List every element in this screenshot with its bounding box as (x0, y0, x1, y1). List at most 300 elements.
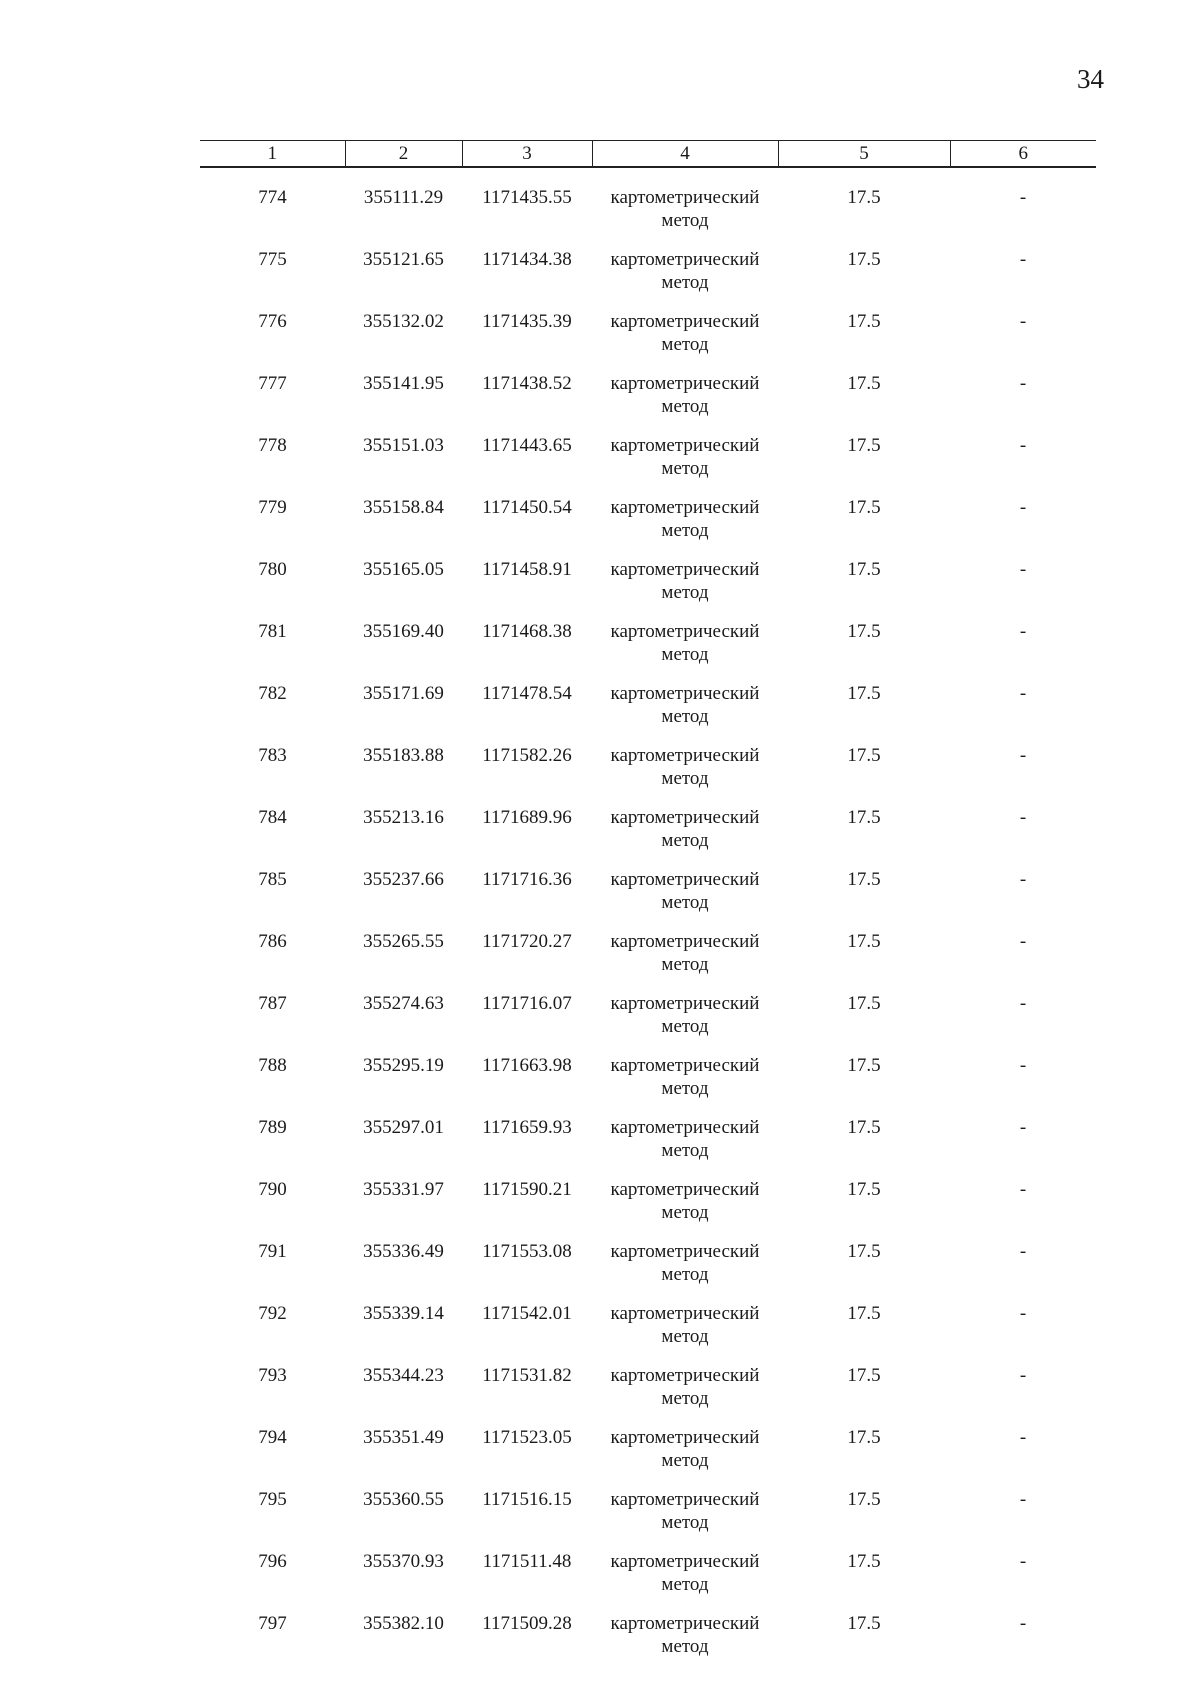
note-cell-text: - (1019, 1365, 1027, 1386)
table-row (200, 542, 1096, 604)
accuracy-cell (778, 914, 950, 976)
point-number-cell (200, 1410, 345, 1472)
x-coordinate-cell (345, 1348, 462, 1410)
accuracy-cell-text: 17.5 (847, 187, 881, 208)
table-row (200, 294, 1096, 356)
note-cell-text: - (1019, 1179, 1027, 1200)
x-coordinate-cell-text: 355336.49 (363, 1241, 444, 1262)
point-number-cell-text: 793 (258, 1365, 287, 1386)
table-row (200, 1224, 1096, 1286)
point-number-cell-text: 784 (258, 807, 287, 828)
column-header-3: 3 (462, 141, 592, 168)
x-coordinate-cell-text: 355111.29 (363, 187, 444, 208)
method-line-2: метод (661, 1140, 709, 1161)
y-coordinate-cell-text: 1171516.15 (482, 1489, 572, 1510)
y-coordinate-cell-text: 1171659.93 (482, 1117, 572, 1138)
method-line-1: картометрический (610, 1613, 760, 1634)
point-number-cell (200, 1596, 345, 1658)
method-cell (592, 790, 778, 852)
x-coordinate-cell-text: 355141.95 (363, 373, 444, 394)
note-cell-text: - (1019, 1427, 1027, 1448)
method-line-1: картометрический (610, 1365, 760, 1386)
note-cell-text: - (1019, 931, 1027, 952)
note-cell-text: - (1019, 621, 1027, 642)
method-cell (592, 914, 778, 976)
point-number-cell-text: 775 (258, 249, 287, 270)
accuracy-cell-text: 17.5 (847, 249, 881, 270)
y-coordinate-cell-text: 1171582.26 (482, 745, 572, 766)
method-line-2: метод (661, 582, 709, 603)
method-line-2: метод (661, 1264, 709, 1285)
method-line-2: метод (661, 1636, 709, 1657)
note-cell (950, 1534, 1096, 1596)
point-number-cell (200, 1286, 345, 1348)
method-line-2: метод (661, 1326, 709, 1347)
accuracy-cell (778, 356, 950, 418)
method-text (592, 542, 778, 604)
note-cell-text: - (1019, 993, 1027, 1014)
method-line-1: картометрический (610, 1489, 760, 1510)
y-coordinate-cell (462, 852, 592, 914)
table-row (200, 914, 1096, 976)
method-cell (592, 232, 778, 294)
table-row (200, 356, 1096, 418)
y-coordinate-cell-text: 1171716.36 (482, 869, 572, 890)
y-coordinate-cell (462, 418, 592, 480)
method-cell (592, 480, 778, 542)
note-cell (950, 480, 1096, 542)
accuracy-cell (778, 1100, 950, 1162)
x-coordinate-cell-text: 355158.84 (363, 497, 444, 518)
point-number-cell-text: 788 (258, 1055, 287, 1076)
note-cell (950, 232, 1096, 294)
x-coordinate-cell-text: 355151.03 (363, 435, 444, 456)
method-text (592, 1596, 778, 1658)
column-header-5: 5 (778, 141, 950, 168)
column-header-4: 4 (592, 141, 778, 168)
method-cell (592, 976, 778, 1038)
y-coordinate-cell (462, 167, 592, 232)
x-coordinate-cell (345, 1410, 462, 1472)
x-coordinate-cell-text: 355339.14 (363, 1303, 444, 1324)
note-cell (950, 1348, 1096, 1410)
point-number-cell-text: 779 (258, 497, 287, 518)
note-cell (950, 1038, 1096, 1100)
y-coordinate-cell (462, 1410, 592, 1472)
accuracy-cell (778, 418, 950, 480)
accuracy-cell (778, 1596, 950, 1658)
y-coordinate-cell-text: 1171663.98 (482, 1055, 572, 1076)
table-row (200, 976, 1096, 1038)
accuracy-cell-text: 17.5 (847, 1241, 881, 1262)
accuracy-cell (778, 167, 950, 232)
x-coordinate-cell (345, 1162, 462, 1224)
method-line-1: картометрический (610, 1427, 760, 1448)
table-row (200, 1286, 1096, 1348)
y-coordinate-cell-text: 1171542.01 (482, 1303, 572, 1324)
method-text (592, 1410, 778, 1472)
x-coordinate-cell (345, 418, 462, 480)
y-coordinate-cell-text: 1171531.82 (482, 1365, 572, 1386)
y-coordinate-cell (462, 1534, 592, 1596)
note-cell (950, 1162, 1096, 1224)
point-number-cell (200, 480, 345, 542)
x-coordinate-cell-text: 355165.05 (363, 559, 444, 580)
y-coordinate-cell-text: 1171443.65 (482, 435, 572, 456)
y-coordinate-cell (462, 356, 592, 418)
point-number-cell-text: 789 (258, 1117, 287, 1138)
x-coordinate-cell (345, 1100, 462, 1162)
note-cell-text: - (1019, 497, 1027, 518)
method-line-2: метод (661, 644, 709, 665)
y-coordinate-cell-text: 1171716.07 (482, 993, 572, 1014)
column-header-2: 2 (345, 141, 462, 168)
table-row (200, 167, 1096, 232)
point-number-cell (200, 1038, 345, 1100)
note-cell (950, 542, 1096, 604)
accuracy-cell-text: 17.5 (847, 807, 881, 828)
table-row (200, 790, 1096, 852)
accuracy-cell-text: 17.5 (847, 1489, 881, 1510)
accuracy-cell (778, 1534, 950, 1596)
table-header (200, 141, 1096, 168)
method-cell (592, 1038, 778, 1100)
method-cell (592, 1224, 778, 1286)
method-line-1: картометрический (610, 621, 760, 642)
method-text (592, 1224, 778, 1286)
note-cell-text: - (1019, 1551, 1027, 1572)
table-row (200, 728, 1096, 790)
method-line-1: картометрический (610, 435, 760, 456)
y-coordinate-cell-text: 1171435.55 (482, 187, 572, 208)
accuracy-cell-text: 17.5 (847, 1179, 881, 1200)
method-line-2: метод (661, 1016, 709, 1037)
method-line-1: картометрический (610, 1117, 760, 1138)
point-number-cell-text: 790 (258, 1179, 287, 1200)
note-cell (950, 666, 1096, 728)
x-coordinate-cell-text: 355331.97 (363, 1179, 444, 1200)
accuracy-cell-text: 17.5 (847, 1117, 881, 1138)
point-number-cell-text: 796 (258, 1551, 287, 1572)
method-line-1: картометрический (610, 497, 760, 518)
table-row (200, 1162, 1096, 1224)
y-coordinate-cell (462, 1286, 592, 1348)
point-number-cell (200, 728, 345, 790)
point-number-cell (200, 1348, 345, 1410)
y-coordinate-cell (462, 542, 592, 604)
y-coordinate-cell (462, 728, 592, 790)
table-row (200, 480, 1096, 542)
accuracy-cell (778, 852, 950, 914)
note-cell-text: - (1019, 869, 1027, 890)
table-row (200, 1596, 1096, 1658)
x-coordinate-cell-text: 355183.88 (363, 745, 444, 766)
x-coordinate-cell (345, 1472, 462, 1534)
x-coordinate-cell (345, 790, 462, 852)
method-line-1: картометрический (610, 869, 760, 890)
y-coordinate-cell-text: 1171438.52 (482, 373, 572, 394)
x-coordinate-cell (345, 666, 462, 728)
method-text (592, 1286, 778, 1348)
note-cell (950, 728, 1096, 790)
x-coordinate-cell-text: 355169.40 (363, 621, 444, 642)
y-coordinate-cell (462, 294, 592, 356)
x-coordinate-cell (345, 542, 462, 604)
x-coordinate-cell (345, 976, 462, 1038)
x-coordinate-cell (345, 852, 462, 914)
y-coordinate-cell (462, 790, 592, 852)
accuracy-cell (778, 1286, 950, 1348)
accuracy-cell (778, 1162, 950, 1224)
accuracy-cell-text: 17.5 (847, 931, 881, 952)
note-cell-text: - (1019, 1613, 1027, 1634)
note-cell-text: - (1019, 435, 1027, 456)
point-number-cell-text: 794 (258, 1427, 287, 1448)
accuracy-cell-text: 17.5 (847, 559, 881, 580)
x-coordinate-cell (345, 604, 462, 666)
y-coordinate-cell-text: 1171450.54 (482, 497, 572, 518)
method-text (592, 1100, 778, 1162)
note-cell (950, 1224, 1096, 1286)
point-number-cell (200, 1162, 345, 1224)
method-line-1: картометрический (610, 187, 760, 208)
y-coordinate-cell (462, 1038, 592, 1100)
note-cell-text: - (1019, 373, 1027, 394)
header-row (200, 141, 1096, 168)
accuracy-cell (778, 1348, 950, 1410)
y-coordinate-cell (462, 1472, 592, 1534)
point-number-cell (200, 1472, 345, 1534)
table-row (200, 1348, 1096, 1410)
column-header-6: 6 (950, 141, 1096, 168)
accuracy-cell-text: 17.5 (847, 435, 881, 456)
method-line-2: метод (661, 1512, 709, 1533)
point-number-cell-text: 791 (258, 1241, 287, 1262)
y-coordinate-cell-text: 1171434.38 (482, 249, 572, 270)
point-number-cell-text: 787 (258, 993, 287, 1014)
note-cell-text: - (1019, 187, 1027, 208)
point-number-cell-text: 786 (258, 931, 287, 952)
method-line-2: метод (661, 954, 709, 975)
method-cell (592, 167, 778, 232)
point-number-cell-text: 783 (258, 745, 287, 766)
point-number-cell (200, 356, 345, 418)
accuracy-cell-text: 17.5 (847, 869, 881, 890)
column-header-1: 1 (200, 141, 345, 168)
method-text (592, 604, 778, 666)
method-line-2: метод (661, 458, 709, 479)
method-text (592, 852, 778, 914)
note-cell (950, 1472, 1096, 1534)
method-cell (592, 356, 778, 418)
accuracy-cell-text: 17.5 (847, 1551, 881, 1572)
table-row (200, 1410, 1096, 1472)
x-coordinate-cell-text: 355132.02 (363, 311, 444, 332)
note-cell-text: - (1019, 745, 1027, 766)
point-number-cell (200, 852, 345, 914)
point-number-cell (200, 542, 345, 604)
y-coordinate-cell-text: 1171468.38 (482, 621, 572, 642)
note-cell-text: - (1019, 1055, 1027, 1076)
method-text (592, 294, 778, 356)
note-cell-text: - (1019, 311, 1027, 332)
point-number-cell-text: 795 (258, 1489, 287, 1510)
x-coordinate-cell (345, 728, 462, 790)
point-number-cell (200, 1534, 345, 1596)
y-coordinate-cell-text: 1171689.96 (482, 807, 572, 828)
method-text (592, 480, 778, 542)
accuracy-cell (778, 542, 950, 604)
accuracy-cell-text: 17.5 (847, 745, 881, 766)
method-text (592, 232, 778, 294)
method-line-1: картометрический (610, 1241, 760, 1262)
note-cell (950, 604, 1096, 666)
x-coordinate-cell-text: 355213.16 (363, 807, 444, 828)
accuracy-cell (778, 976, 950, 1038)
point-number-cell (200, 167, 345, 232)
table-row (200, 232, 1096, 294)
method-cell (592, 1534, 778, 1596)
method-text (592, 976, 778, 1038)
accuracy-cell-text: 17.5 (847, 1303, 881, 1324)
table-row (200, 666, 1096, 728)
accuracy-cell-text: 17.5 (847, 373, 881, 394)
accuracy-cell (778, 232, 950, 294)
method-cell (592, 294, 778, 356)
point-number-cell (200, 604, 345, 666)
accuracy-cell-text: 17.5 (847, 1613, 881, 1634)
method-cell (592, 542, 778, 604)
method-cell (592, 418, 778, 480)
accuracy-cell (778, 294, 950, 356)
point-number-cell (200, 790, 345, 852)
method-line-2: метод (661, 520, 709, 541)
note-cell (950, 1286, 1096, 1348)
point-number-cell-text: 774 (258, 187, 287, 208)
y-coordinate-cell (462, 666, 592, 728)
point-number-cell (200, 914, 345, 976)
note-cell-text: - (1019, 1303, 1027, 1324)
point-number-cell-text: 778 (258, 435, 287, 456)
y-coordinate-cell (462, 914, 592, 976)
method-line-1: картометрический (610, 249, 760, 270)
y-coordinate-cell (462, 976, 592, 1038)
method-line-2: метод (661, 334, 709, 355)
table-row (200, 1534, 1096, 1596)
note-cell-text: - (1019, 1489, 1027, 1510)
x-coordinate-cell (345, 1038, 462, 1100)
accuracy-cell (778, 480, 950, 542)
method-cell (592, 1348, 778, 1410)
y-coordinate-cell (462, 604, 592, 666)
x-coordinate-cell-text: 355121.65 (363, 249, 444, 270)
method-line-2: метод (661, 1202, 709, 1223)
x-coordinate-cell (345, 356, 462, 418)
x-coordinate-cell (345, 1534, 462, 1596)
method-text (592, 666, 778, 728)
accuracy-cell-text: 17.5 (847, 683, 881, 704)
method-text (592, 1038, 778, 1100)
note-cell (950, 294, 1096, 356)
y-coordinate-cell-text: 1171509.28 (482, 1613, 572, 1634)
x-coordinate-cell-text: 355295.19 (363, 1055, 444, 1076)
method-line-1: картометрический (610, 1179, 760, 1200)
table-row (200, 1100, 1096, 1162)
table-row (200, 418, 1096, 480)
point-number-cell (200, 1224, 345, 1286)
method-text (592, 914, 778, 976)
note-cell (950, 1410, 1096, 1472)
accuracy-cell (778, 1410, 950, 1472)
table-row (200, 1038, 1096, 1100)
note-cell (950, 852, 1096, 914)
x-coordinate-cell (345, 232, 462, 294)
point-number-cell (200, 666, 345, 728)
note-cell-text: - (1019, 249, 1027, 270)
table-row (200, 1472, 1096, 1534)
method-line-1: картометрический (610, 1055, 760, 1076)
point-number-cell (200, 976, 345, 1038)
y-coordinate-cell (462, 1596, 592, 1658)
method-line-2: метод (661, 210, 709, 231)
y-coordinate-cell (462, 1162, 592, 1224)
method-line-1: картометрический (610, 683, 760, 704)
x-coordinate-cell (345, 914, 462, 976)
x-coordinate-cell-text: 355382.10 (363, 1613, 444, 1634)
y-coordinate-cell-text: 1171458.91 (482, 559, 572, 580)
y-coordinate-cell (462, 1224, 592, 1286)
x-coordinate-cell-text: 355274.63 (363, 993, 444, 1014)
coordinates-table (200, 140, 1096, 1658)
x-coordinate-cell-text: 355360.55 (363, 1489, 444, 1510)
method-line-2: метод (661, 272, 709, 293)
method-text (592, 356, 778, 418)
note-cell-text: - (1019, 683, 1027, 704)
method-cell (592, 1286, 778, 1348)
accuracy-cell-text: 17.5 (847, 1427, 881, 1448)
point-number-cell-text: 777 (258, 373, 287, 394)
point-number-cell-text: 780 (258, 559, 287, 580)
method-text (592, 1472, 778, 1534)
table-body (200, 167, 1096, 1658)
method-line-1: картометрический (610, 745, 760, 766)
note-cell-text: - (1019, 1241, 1027, 1262)
point-number-cell-text: 785 (258, 869, 287, 890)
method-line-2: метод (661, 1388, 709, 1409)
method-line-2: метод (661, 892, 709, 913)
y-coordinate-cell-text: 1171435.39 (482, 311, 572, 332)
method-text (592, 790, 778, 852)
point-number-cell (200, 418, 345, 480)
method-text (592, 168, 778, 232)
point-number-cell-text: 776 (258, 311, 287, 332)
accuracy-cell-text: 17.5 (847, 993, 881, 1014)
x-coordinate-cell-text: 355370.93 (363, 1551, 444, 1572)
method-cell (592, 852, 778, 914)
method-line-2: метод (661, 1078, 709, 1099)
point-number-cell-text: 781 (258, 621, 287, 642)
note-cell-text: - (1019, 807, 1027, 828)
x-coordinate-cell (345, 480, 462, 542)
point-number-cell-text: 782 (258, 683, 287, 704)
method-text (592, 1348, 778, 1410)
x-coordinate-cell (345, 294, 462, 356)
accuracy-cell (778, 604, 950, 666)
y-coordinate-cell-text: 1171478.54 (482, 683, 572, 704)
method-line-2: метод (661, 830, 709, 851)
method-line-2: метод (661, 768, 709, 789)
x-coordinate-cell (345, 1596, 462, 1658)
